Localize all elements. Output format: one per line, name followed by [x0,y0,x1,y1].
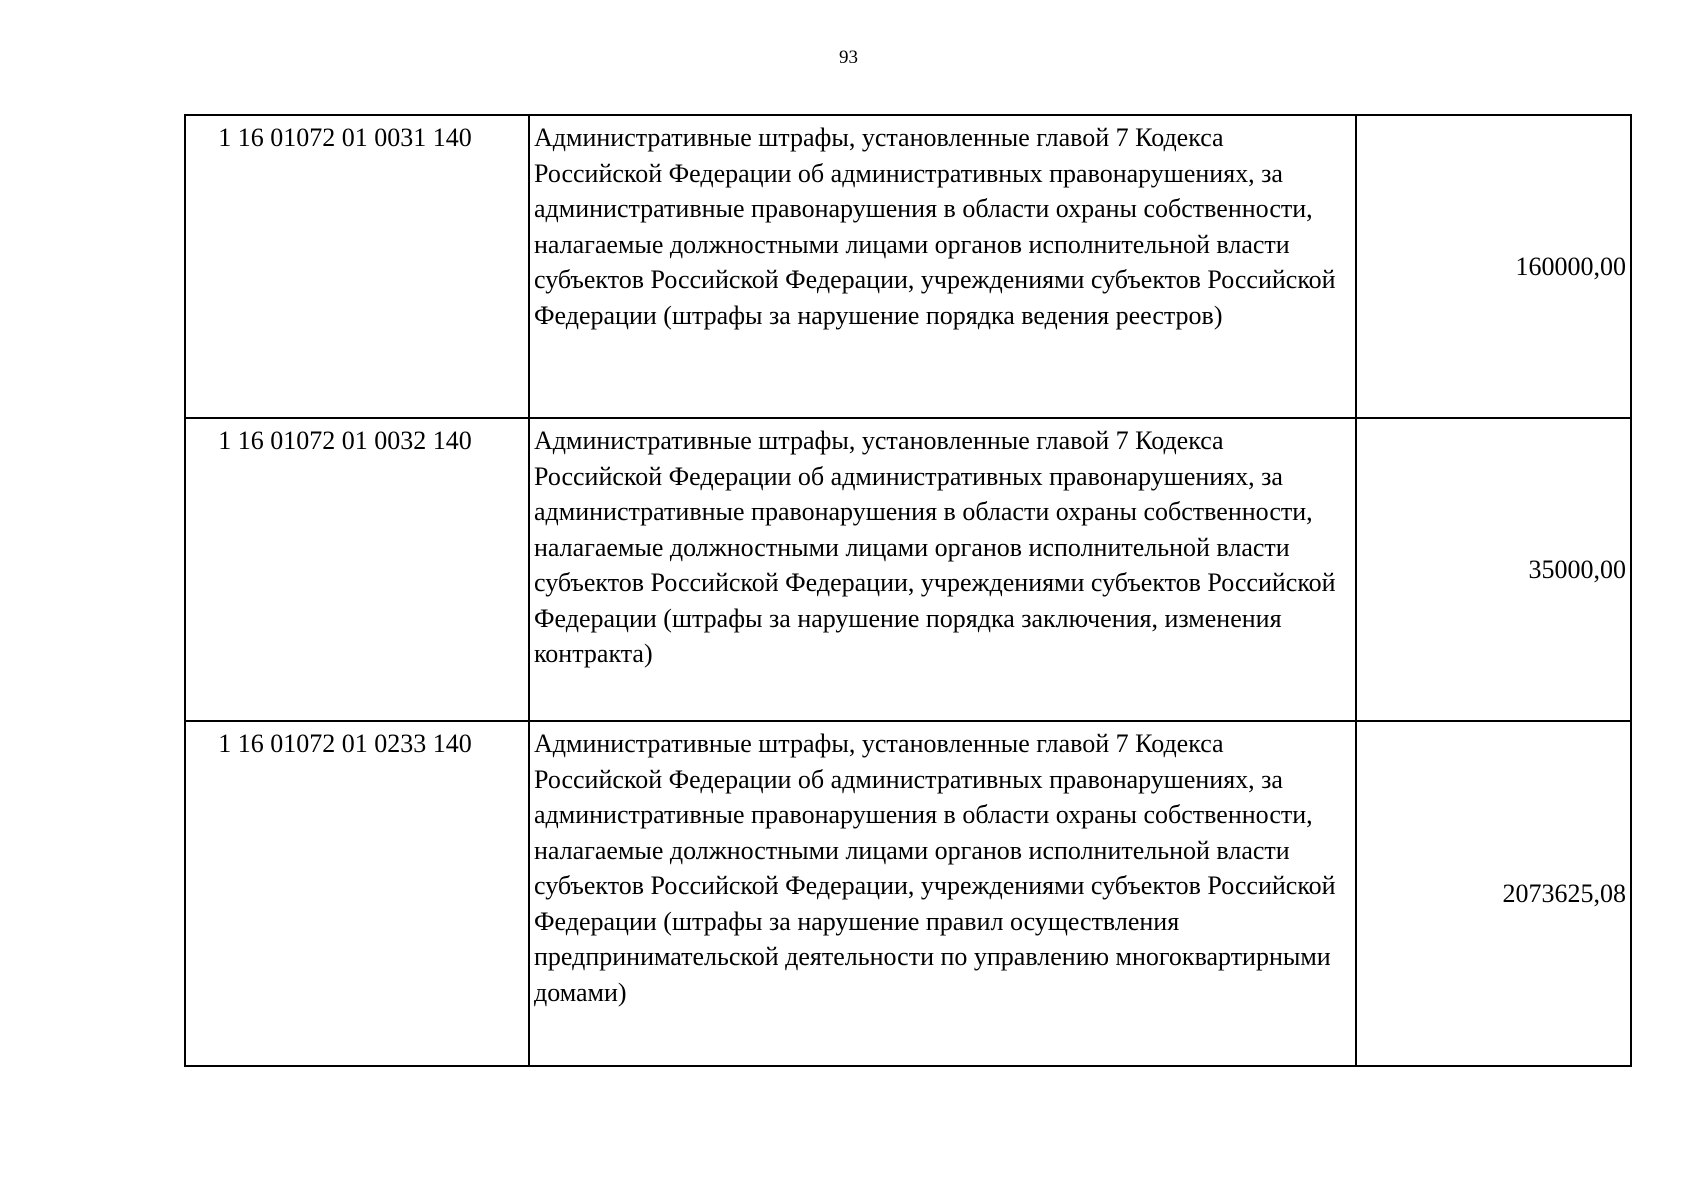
table-row [185,418,1631,721]
budget-code-cell: 1 16 01072 01 0031 140 [185,115,529,418]
budget-code-cell: 1 16 01072 01 0032 140 [185,418,529,721]
table-row [185,115,1631,418]
description-cell: Административные штрафы, установленные главой 7 Кодекса Российской Федерации об административных правонарушениях, за административные правонарушения в области охраны собственности, налагаемые должностными лицами органов исполнительной власти субъектов Российской Федерации, учреждениями субъектов Российской Федерации (штрафы за нарушение порядка заключения, изменения контракта) [529,418,1356,721]
amount-cell: 160000,00 [1356,115,1631,418]
budget-classification-table [184,114,1632,1067]
description-cell: Административные штрафы, установленные главой 7 Кодекса Российской Федерации об административных правонарушениях, за административные правонарушения в области охраны собственности, налагаемые должностными лицами органов исполнительной власти субъектов Российской Федерации, учреждениями субъектов Российской Федерации (штрафы за нарушение порядка ведения реестров) [529,115,1356,418]
description-cell: Административные штрафы, установленные главой 7 Кодекса Российской Федерации об административных правонарушениях, за административные правонарушения в области охраны собственности, налагаемые должностными лицами органов исполнительной власти субъектов Российской Федерации, учреждениями субъектов Российской Федерации (штрафы за нарушение правил осуществления предпринимательской деятельности по управлению многоквартирными домами) [529,721,1356,1066]
table-row [185,721,1631,1066]
amount-cell: 2073625,08 [1356,721,1631,1066]
amount-cell: 35000,00 [1356,418,1631,721]
budget-code-cell: 1 16 01072 01 0233 140 [185,721,529,1066]
page-number: 93 [839,47,858,68]
